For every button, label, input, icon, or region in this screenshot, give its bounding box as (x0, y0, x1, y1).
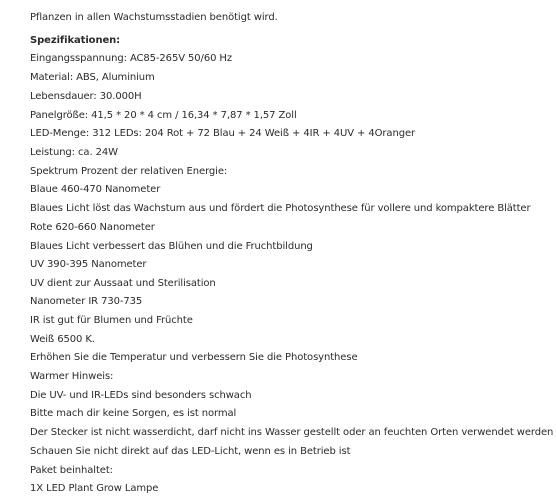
spec-line: UV dient zur Aussaat und Sterilisation (30, 278, 216, 289)
spec-line: Der Stecker ist nicht wasserdicht, darf nicht ins Wasser gestellt oder an feuchten Orten verwendet werden (30, 427, 554, 438)
intro-text: Pflanzen in allen Wachstumsstadien benötigt wird. (30, 12, 278, 23)
spec-line: Spektrum Prozent der relativen Energie: (30, 166, 228, 177)
spec-line: Blaues Licht verbessert das Blühen und die Fruchtbildung (30, 241, 313, 252)
spec-line: UV 390-395 Nanometer (30, 259, 147, 270)
spec-line: Die UV- und IR-LEDs sind besonders schwach (30, 390, 252, 401)
spec-line: Leistung: ca. 24W (30, 147, 118, 158)
spec-line: Weiß 6500 K. (30, 334, 95, 345)
spec-line: Eingangsspannung: AC85-265V 50/60 Hz (30, 53, 232, 64)
spec-line: Nanometer IR 730-735 (30, 296, 143, 307)
spec-line: Schauen Sie nicht direkt auf das LED-Licht, wenn es in Betrieb ist (30, 446, 351, 457)
spec-line: IR ist gut für Blumen und Früchte (30, 315, 193, 326)
spec-line: Bitte mach dir keine Sorgen, es ist normal (30, 408, 237, 419)
spec-line: Erhöhen Sie die Temperatur und verbessern Sie die Photosynthese (30, 352, 358, 363)
spec-line: Blaue 460-470 Nanometer (30, 184, 161, 195)
spec-line: LED-Menge: 312 LEDs: 204 Rot + 72 Blau + 24 Weiß + 4IR + 4UV + 4Oranger (30, 128, 416, 139)
specs-heading: Spezifikationen: (30, 35, 121, 46)
spec-line: Panelgröße: 41,5 * 20 * 4 cm / 16,34 * 7,87 * 1,57 Zoll (30, 110, 297, 121)
spec-line: Material: ABS, Aluminium (30, 72, 155, 83)
spec-line: Paket beinhaltet: (30, 465, 113, 476)
spec-line: Rote 620-660 Nanometer (30, 222, 155, 233)
spec-line: Lebensdauer: 30.000H (30, 91, 142, 102)
spec-line: Blaues Licht löst das Wachstum aus und fördert die Photosynthese für vollere und kompaktere Blätter (30, 203, 531, 214)
spec-line: 1X LED Plant Grow Lampe (30, 483, 159, 494)
spec-line: Warmer Hinweis: (30, 371, 114, 382)
